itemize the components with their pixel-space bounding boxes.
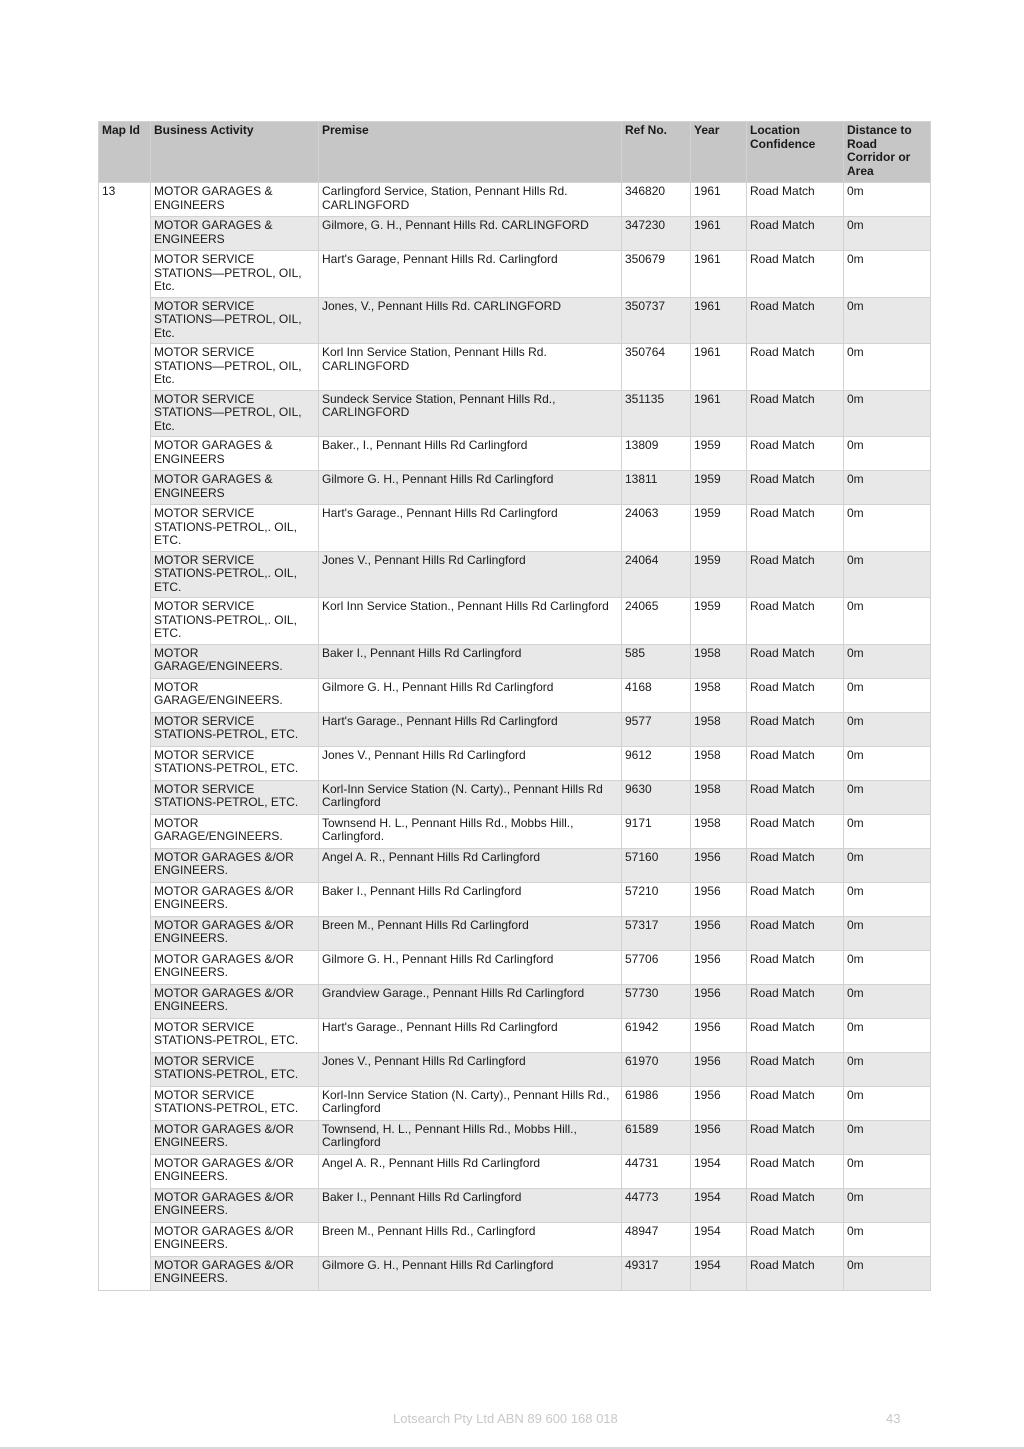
header-ref-no: Ref No. (622, 122, 691, 183)
year-cell: 1954 (691, 1222, 747, 1256)
business-activity-cell: MOTOR SERVICE STATIONS—PETROL, OIL, Etc. (151, 297, 319, 344)
premise-cell: Breen M., Pennant Hills Rd., Carlingford (319, 1222, 622, 1256)
location-confidence-cell: Road Match (747, 848, 844, 882)
ref-no-cell: 48947 (622, 1222, 691, 1256)
business-activity-cell: MOTOR SERVICE STATIONS-PETROL,. OIL, ETC. (151, 551, 319, 598)
distance-cell: 0m (844, 505, 931, 552)
table-row (99, 1052, 931, 1086)
distance-cell: 0m (844, 678, 931, 712)
premise-cell: Hart's Garage., Pennant Hills Rd Carlingford (319, 712, 622, 746)
distance-cell: 0m (844, 1052, 931, 1086)
table-row (99, 217, 931, 251)
location-confidence-cell: Road Match (747, 1256, 844, 1290)
business-activity-cell: MOTOR GARAGES &/OR ENGINEERS. (151, 882, 319, 916)
distance-cell: 0m (844, 916, 931, 950)
year-cell: 1959 (691, 505, 747, 552)
business-activity-cell: MOTOR GARAGES &/OR ENGINEERS. (151, 950, 319, 984)
header-location-confidence: Location Confidence (747, 122, 844, 183)
distance-cell: 0m (844, 1120, 931, 1154)
premise-cell: Korl-Inn Service Station (N. Carty)., Pennant Hills Rd Carlingford (319, 780, 622, 814)
ref-no-cell: 9630 (622, 780, 691, 814)
ref-no-cell: 61986 (622, 1086, 691, 1120)
business-records-table (98, 121, 931, 1291)
distance-cell: 0m (844, 251, 931, 298)
year-cell: 1956 (691, 984, 747, 1018)
business-activity-cell: MOTOR GARAGES &/OR ENGINEERS. (151, 1188, 319, 1222)
table-row (99, 712, 931, 746)
premise-cell: Korl Inn Service Station, Pennant Hills Rd. CARLINGFORD (319, 344, 622, 391)
business-activity-cell: MOTOR GARAGES &/OR ENGINEERS. (151, 984, 319, 1018)
header-premise: Premise (319, 122, 622, 183)
premise-cell: Angel A. R., Pennant Hills Rd Carlingford (319, 848, 622, 882)
table-row (99, 678, 931, 712)
location-confidence-cell: Road Match (747, 882, 844, 916)
location-confidence-cell: Road Match (747, 712, 844, 746)
business-activity-cell: MOTOR GARAGE/ENGINEERS. (151, 678, 319, 712)
premise-cell: Gilmore G. H., Pennant Hills Rd Carlingford (319, 678, 622, 712)
year-cell: 1954 (691, 1256, 747, 1290)
ref-no-cell: 347230 (622, 217, 691, 251)
business-activity-cell: MOTOR GARAGES &/OR ENGINEERS. (151, 1256, 319, 1290)
table-row (99, 848, 931, 882)
location-confidence-cell: Road Match (747, 551, 844, 598)
location-confidence-cell: Road Match (747, 950, 844, 984)
location-confidence-cell: Road Match (747, 598, 844, 645)
ref-no-cell: 9612 (622, 746, 691, 780)
year-cell: 1959 (691, 598, 747, 645)
year-cell: 1961 (691, 251, 747, 298)
premise-cell: Gilmore G. H., Pennant Hills Rd Carlingford (319, 950, 622, 984)
ref-no-cell: 24063 (622, 505, 691, 552)
premise-cell: Carlingford Service, Station, Pennant Hills Rd. CARLINGFORD (319, 183, 622, 217)
premise-cell: Baker., I., Pennant Hills Rd Carlingford (319, 437, 622, 471)
table-row (99, 471, 931, 505)
business-activity-cell: MOTOR SERVICE STATIONS-PETROL, ETC. (151, 712, 319, 746)
location-confidence-cell: Road Match (747, 390, 844, 437)
year-cell: 1959 (691, 437, 747, 471)
business-activity-cell: MOTOR GARAGES & ENGINEERS (151, 471, 319, 505)
premise-cell: Korl-Inn Service Station (N. Carty)., Pennant Hills Rd., Carlingford (319, 1086, 622, 1120)
location-confidence-cell: Road Match (747, 1018, 844, 1052)
location-confidence-cell: Road Match (747, 183, 844, 217)
table-row (99, 505, 931, 552)
table-header-row (99, 122, 931, 183)
ref-no-cell: 4168 (622, 678, 691, 712)
ref-no-cell: 57210 (622, 882, 691, 916)
year-cell: 1958 (691, 644, 747, 678)
table-row (99, 390, 931, 437)
location-confidence-cell: Road Match (747, 1222, 844, 1256)
distance-cell: 0m (844, 437, 931, 471)
premise-cell: Gilmore G. H., Pennant Hills Rd Carlingford (319, 1256, 622, 1290)
business-activity-cell: MOTOR SERVICE STATIONS-PETROL,. OIL, ETC. (151, 598, 319, 645)
premise-cell: Baker I., Pennant Hills Rd Carlingford (319, 1188, 622, 1222)
year-cell: 1958 (691, 678, 747, 712)
business-activity-cell: MOTOR SERVICE STATIONS—PETROL, OIL, Etc. (151, 390, 319, 437)
location-confidence-cell: Road Match (747, 1086, 844, 1120)
table-row (99, 814, 931, 848)
year-cell: 1956 (691, 1018, 747, 1052)
distance-cell: 0m (844, 183, 931, 217)
premise-cell: Jones, V., Pennant Hills Rd. CARLINGFORD (319, 297, 622, 344)
premise-cell: Korl Inn Service Station., Pennant Hills Rd Carlingford (319, 598, 622, 645)
page-number: 43 (886, 1411, 901, 1426)
table-row (99, 598, 931, 645)
ref-no-cell: 9171 (622, 814, 691, 848)
table-row (99, 1188, 931, 1222)
premise-cell: Hart's Garage., Pennant Hills Rd Carlingford (319, 1018, 622, 1052)
year-cell: 1961 (691, 390, 747, 437)
location-confidence-cell: Road Match (747, 1154, 844, 1188)
year-cell: 1954 (691, 1188, 747, 1222)
year-cell: 1954 (691, 1154, 747, 1188)
business-activity-cell: MOTOR GARAGES &/OR ENGINEERS. (151, 1120, 319, 1154)
business-activity-cell: MOTOR SERVICE STATIONS-PETROL, ETC. (151, 1052, 319, 1086)
year-cell: 1956 (691, 950, 747, 984)
distance-cell: 0m (844, 390, 931, 437)
table-row (99, 882, 931, 916)
header-business-activity: Business Activity (151, 122, 319, 183)
table-row (99, 916, 931, 950)
ref-no-cell: 350679 (622, 251, 691, 298)
map-id-cell: 13 (99, 183, 151, 1291)
table-row (99, 1018, 931, 1052)
premise-cell: Baker I., Pennant Hills Rd Carlingford (319, 644, 622, 678)
premise-cell: Hart's Garage, Pennant Hills Rd. Carlingford (319, 251, 622, 298)
ref-no-cell: 57160 (622, 848, 691, 882)
business-activity-cell: MOTOR SERVICE STATIONS-PETROL, ETC. (151, 1086, 319, 1120)
header-distance: Distance to Road Corridor or Area (844, 122, 931, 183)
location-confidence-cell: Road Match (747, 984, 844, 1018)
distance-cell: 0m (844, 598, 931, 645)
location-confidence-cell: Road Match (747, 916, 844, 950)
business-activity-cell: MOTOR GARAGE/ENGINEERS. (151, 814, 319, 848)
location-confidence-cell: Road Match (747, 505, 844, 552)
ref-no-cell: 350764 (622, 344, 691, 391)
distance-cell: 0m (844, 712, 931, 746)
premise-cell: Townsend, H. L., Pennant Hills Rd., Mobbs Hill., Carlingford (319, 1120, 622, 1154)
year-cell: 1961 (691, 183, 747, 217)
ref-no-cell: 13809 (622, 437, 691, 471)
premise-cell: Grandview Garage., Pennant Hills Rd Carlingford (319, 984, 622, 1018)
business-activity-cell: MOTOR GARAGES & ENGINEERS (151, 217, 319, 251)
location-confidence-cell: Road Match (747, 644, 844, 678)
business-activity-cell: MOTOR GARAGES & ENGINEERS (151, 437, 319, 471)
table-row (99, 950, 931, 984)
ref-no-cell: 57730 (622, 984, 691, 1018)
ref-no-cell: 351135 (622, 390, 691, 437)
location-confidence-cell: Road Match (747, 780, 844, 814)
ref-no-cell: 44773 (622, 1188, 691, 1222)
distance-cell: 0m (844, 1256, 931, 1290)
table-row (99, 551, 931, 598)
table-row (99, 437, 931, 471)
year-cell: 1956 (691, 882, 747, 916)
year-cell: 1958 (691, 746, 747, 780)
header-map-id: Map Id (99, 122, 151, 183)
table-row (99, 251, 931, 298)
table-row (99, 984, 931, 1018)
distance-cell: 0m (844, 297, 931, 344)
ref-no-cell: 57706 (622, 950, 691, 984)
ref-no-cell: 9577 (622, 712, 691, 746)
table-row (99, 183, 931, 217)
table-row (99, 1256, 931, 1290)
business-activity-cell: MOTOR SERVICE STATIONS-PETROL,. OIL, ETC. (151, 505, 319, 552)
year-cell: 1961 (691, 217, 747, 251)
table-row (99, 344, 931, 391)
year-cell: 1958 (691, 814, 747, 848)
year-cell: 1958 (691, 712, 747, 746)
distance-cell: 0m (844, 1018, 931, 1052)
ref-no-cell: 346820 (622, 183, 691, 217)
premise-cell: Angel A. R., Pennant Hills Rd Carlingford (319, 1154, 622, 1188)
ref-no-cell: 61589 (622, 1120, 691, 1154)
distance-cell: 0m (844, 848, 931, 882)
table-row (99, 297, 931, 344)
location-confidence-cell: Road Match (747, 1188, 844, 1222)
year-cell: 1961 (691, 344, 747, 391)
location-confidence-cell: Road Match (747, 437, 844, 471)
distance-cell: 0m (844, 814, 931, 848)
distance-cell: 0m (844, 1086, 931, 1120)
distance-cell: 0m (844, 950, 931, 984)
premise-cell: Breen M., Pennant Hills Rd Carlingford (319, 916, 622, 950)
distance-cell: 0m (844, 1222, 931, 1256)
premise-cell: Gilmore, G. H., Pennant Hills Rd. CARLINGFORD (319, 217, 622, 251)
business-activity-cell: MOTOR SERVICE STATIONS-PETROL, ETC. (151, 746, 319, 780)
year-cell: 1956 (691, 1120, 747, 1154)
business-activity-cell: MOTOR GARAGES &/OR ENGINEERS. (151, 848, 319, 882)
location-confidence-cell: Road Match (747, 471, 844, 505)
distance-cell: 0m (844, 217, 931, 251)
distance-cell: 0m (844, 344, 931, 391)
table-row (99, 746, 931, 780)
business-activity-cell: MOTOR GARAGES &/OR ENGINEERS. (151, 916, 319, 950)
distance-cell: 0m (844, 1188, 931, 1222)
ref-no-cell: 13811 (622, 471, 691, 505)
premise-cell: Jones V., Pennant Hills Rd Carlingford (319, 746, 622, 780)
year-cell: 1961 (691, 297, 747, 344)
location-confidence-cell: Road Match (747, 814, 844, 848)
year-cell: 1959 (691, 471, 747, 505)
business-activity-cell: MOTOR GARAGES &/OR ENGINEERS. (151, 1154, 319, 1188)
premise-cell: Gilmore G. H., Pennant Hills Rd Carlingford (319, 471, 622, 505)
premise-cell: Sundeck Service Station, Pennant Hills Rd., CARLINGFORD (319, 390, 622, 437)
footer-company: Lotsearch Pty Ltd ABN 89 600 168 018 (393, 1411, 618, 1426)
premise-cell: Jones V., Pennant Hills Rd Carlingford (319, 551, 622, 598)
ref-no-cell: 49317 (622, 1256, 691, 1290)
header-year: Year (691, 122, 747, 183)
year-cell: 1956 (691, 1086, 747, 1120)
year-cell: 1956 (691, 916, 747, 950)
year-cell: 1956 (691, 1052, 747, 1086)
business-activity-cell: MOTOR SERVICE STATIONS—PETROL, OIL, Etc. (151, 251, 319, 298)
location-confidence-cell: Road Match (747, 344, 844, 391)
year-cell: 1959 (691, 551, 747, 598)
ref-no-cell: 57317 (622, 916, 691, 950)
year-cell: 1956 (691, 848, 747, 882)
distance-cell: 0m (844, 644, 931, 678)
location-confidence-cell: Road Match (747, 251, 844, 298)
location-confidence-cell: Road Match (747, 217, 844, 251)
business-activity-cell: MOTOR GARAGES & ENGINEERS (151, 183, 319, 217)
year-cell: 1958 (691, 780, 747, 814)
business-activity-cell: MOTOR SERVICE STATIONS-PETROL, ETC. (151, 1018, 319, 1052)
table-row (99, 1120, 931, 1154)
business-activity-cell: MOTOR SERVICE STATIONS—PETROL, OIL, Etc. (151, 344, 319, 391)
table-row (99, 1222, 931, 1256)
table-row (99, 780, 931, 814)
location-confidence-cell: Road Match (747, 1052, 844, 1086)
table-row (99, 644, 931, 678)
ref-no-cell: 61942 (622, 1018, 691, 1052)
table-row (99, 1086, 931, 1120)
distance-cell: 0m (844, 780, 931, 814)
table-body (99, 183, 931, 1291)
distance-cell: 0m (844, 746, 931, 780)
distance-cell: 0m (844, 551, 931, 598)
location-confidence-cell: Road Match (747, 1120, 844, 1154)
ref-no-cell: 24065 (622, 598, 691, 645)
distance-cell: 0m (844, 984, 931, 1018)
ref-no-cell: 24064 (622, 551, 691, 598)
ref-no-cell: 585 (622, 644, 691, 678)
location-confidence-cell: Road Match (747, 746, 844, 780)
premise-cell: Baker I., Pennant Hills Rd Carlingford (319, 882, 622, 916)
business-activity-cell: MOTOR GARAGE/ENGINEERS. (151, 644, 319, 678)
location-confidence-cell: Road Match (747, 678, 844, 712)
premise-cell: Townsend H. L., Pennant Hills Rd., Mobbs Hill., Carlingford. (319, 814, 622, 848)
distance-cell: 0m (844, 882, 931, 916)
ref-no-cell: 350737 (622, 297, 691, 344)
business-activity-cell: MOTOR SERVICE STATIONS-PETROL, ETC. (151, 780, 319, 814)
business-activity-cell: MOTOR GARAGES &/OR ENGINEERS. (151, 1222, 319, 1256)
premise-cell: Hart's Garage., Pennant Hills Rd Carlingford (319, 505, 622, 552)
distance-cell: 0m (844, 1154, 931, 1188)
premise-cell: Jones V., Pennant Hills Rd Carlingford (319, 1052, 622, 1086)
ref-no-cell: 44731 (622, 1154, 691, 1188)
table-row (99, 1154, 931, 1188)
location-confidence-cell: Road Match (747, 297, 844, 344)
distance-cell: 0m (844, 471, 931, 505)
ref-no-cell: 61970 (622, 1052, 691, 1086)
